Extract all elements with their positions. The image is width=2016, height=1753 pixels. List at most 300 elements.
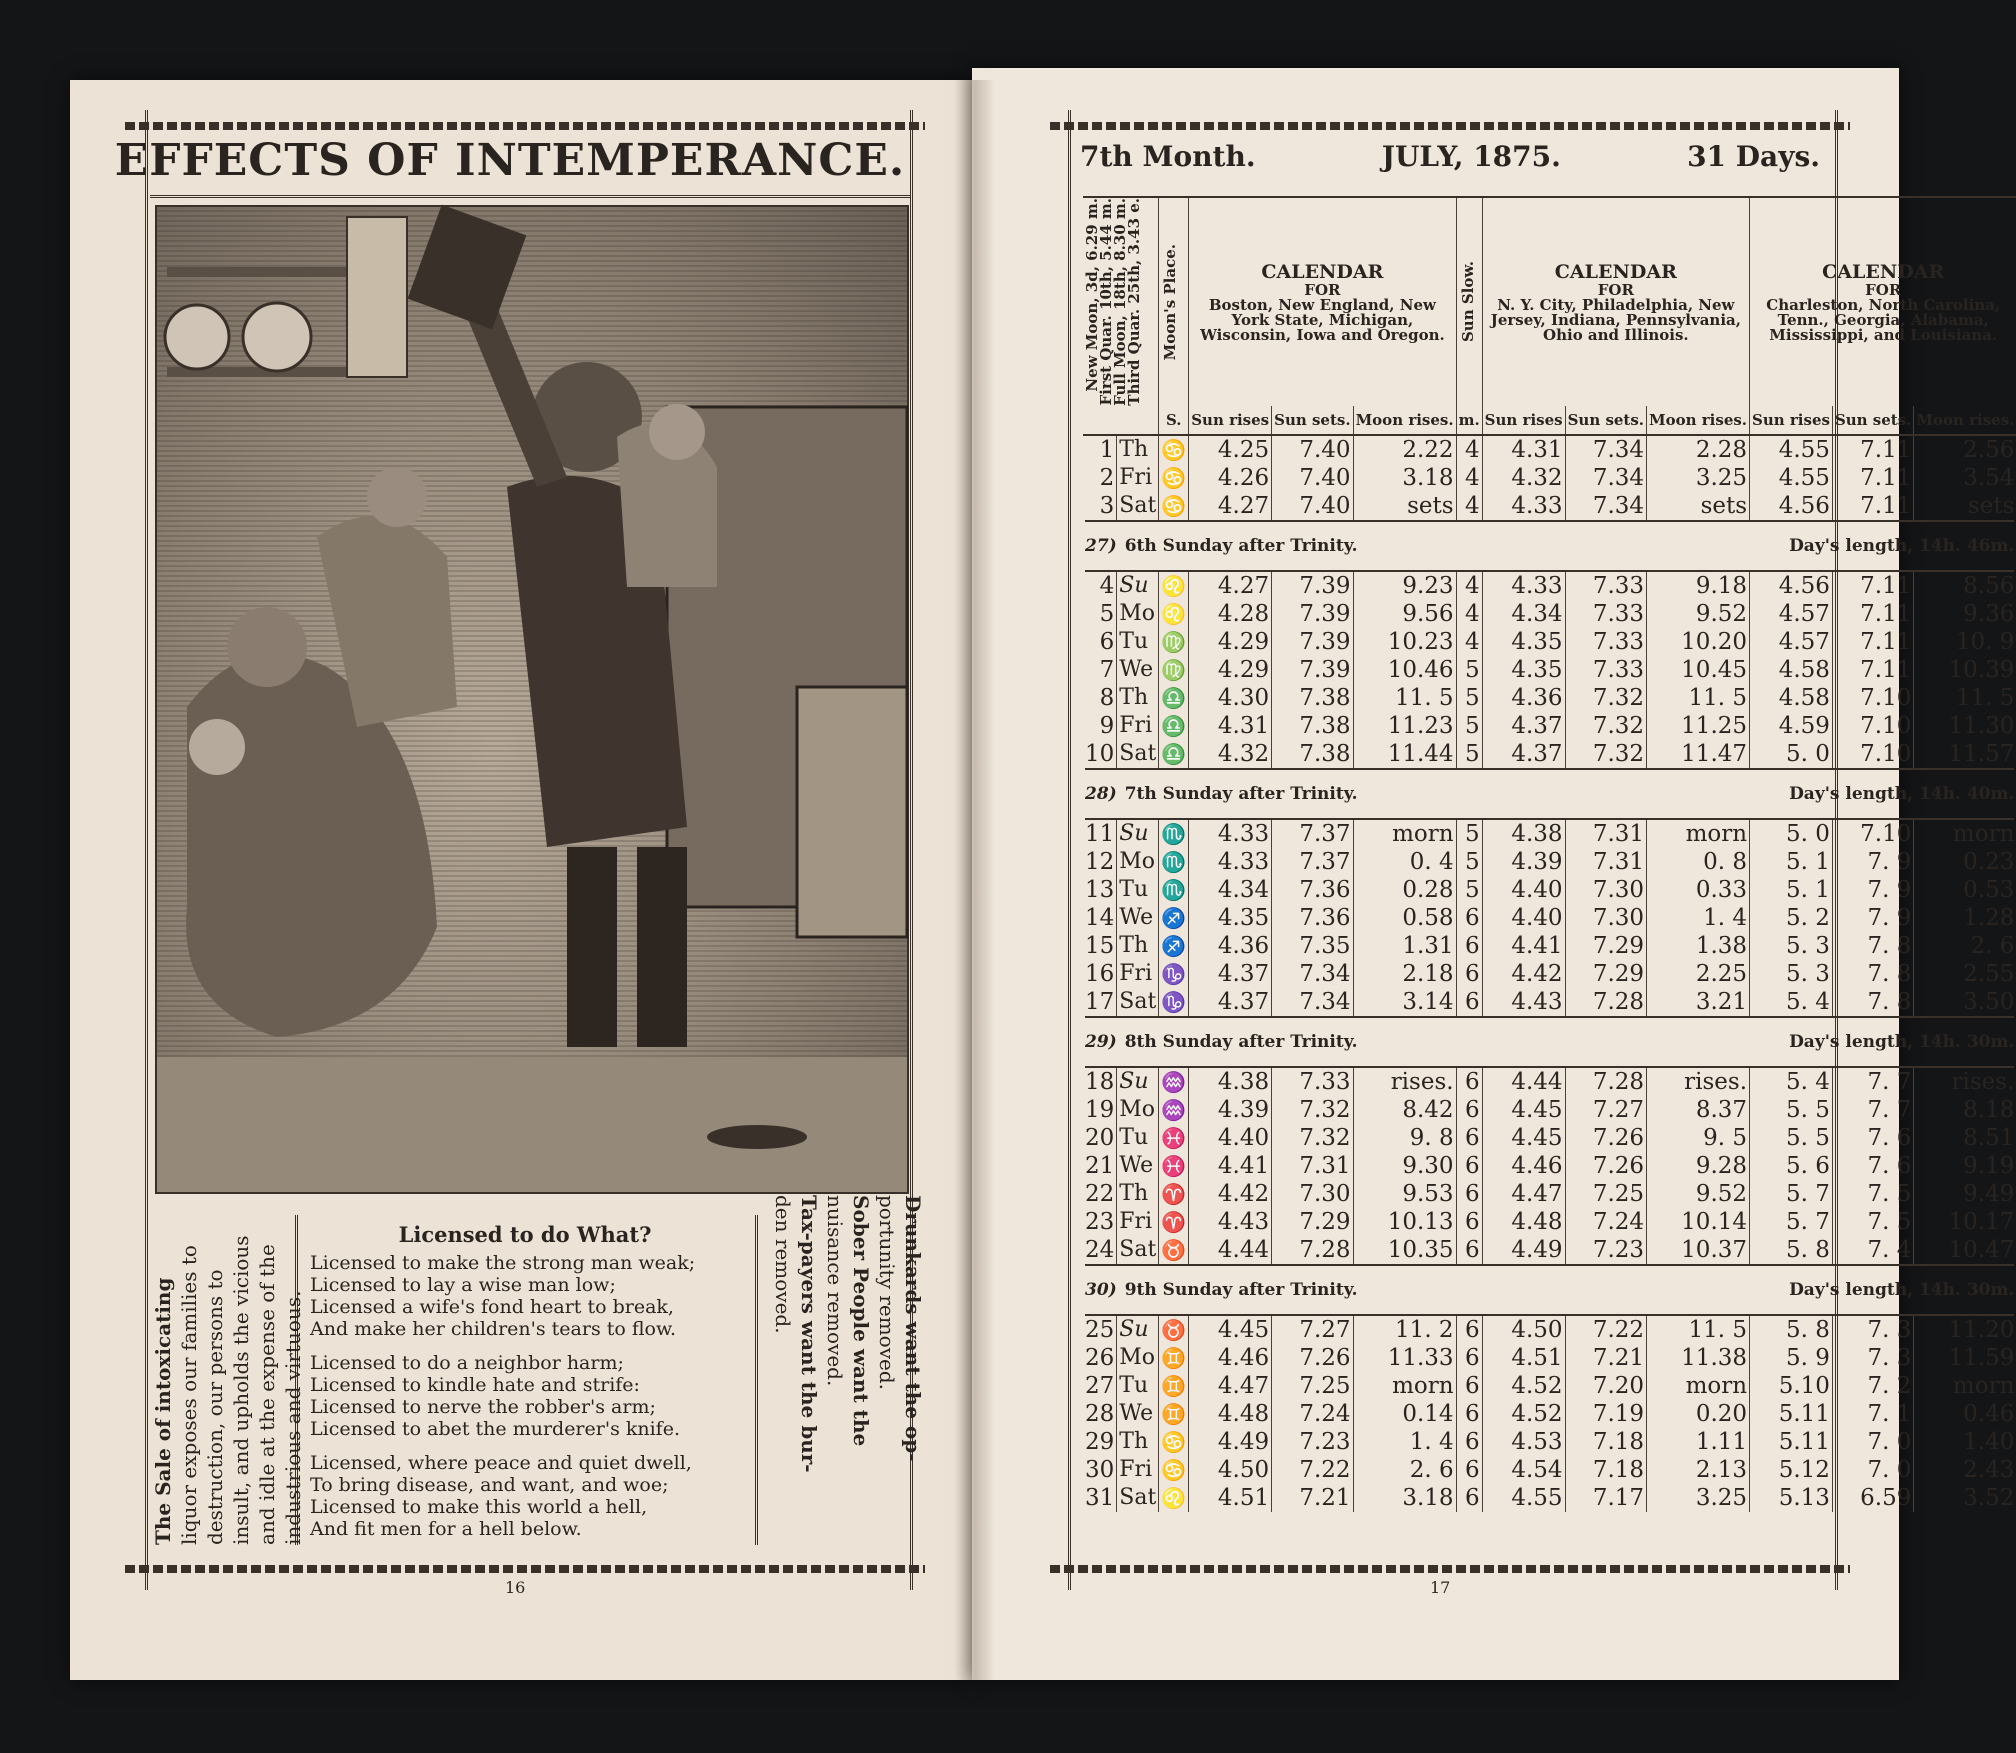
moon-rises: 8.18 (1914, 1096, 2016, 1124)
moon-rises: 1. 4 (1647, 904, 1750, 932)
day-number: 15 (1085, 932, 1115, 959)
day-row (1083, 932, 2016, 960)
poem-stanza (310, 1252, 770, 1340)
day-row (1083, 684, 2016, 712)
day-row (1083, 712, 2016, 740)
sun-sets: 7.32 (1565, 740, 1646, 768)
text-line: Drunkards want the op- (901, 1195, 925, 1462)
zodiac-sign: ♊ (1159, 1372, 1189, 1400)
sun-sets: 7.32 (1272, 1096, 1353, 1124)
days-count: 31 Days. (1687, 140, 1820, 173)
sun-sets: 7.37 (1272, 820, 1353, 848)
zodiac-sign: ♌ (1159, 1484, 1189, 1512)
sun-slow: 5 (1456, 876, 1482, 904)
weekday: Mo (1117, 1096, 1159, 1124)
day-row (1083, 960, 2016, 988)
day-row (1083, 1096, 2016, 1124)
col-sun-sets: Sun sets. (1832, 406, 1913, 435)
day-number: 8 (1099, 684, 1115, 711)
day-number: 2 (1099, 464, 1115, 491)
sun-sets: 7.40 (1272, 492, 1353, 520)
sun-rises: 4.33 (1189, 848, 1272, 876)
text-line: nuisance removed. (823, 1195, 847, 1387)
sun-sets: 7.11 (1832, 628, 1913, 656)
moon-rises: 1. 4 (1353, 1428, 1456, 1456)
sun-slow-header (1456, 197, 1482, 406)
sun-rises: 4.52 (1482, 1400, 1565, 1428)
sun-rises: 4.40 (1189, 1124, 1272, 1152)
sun-rises: 5. 0 (1750, 740, 1833, 768)
sun-sets: 7.40 (1272, 464, 1353, 492)
poem-line: Licensed to make the strong man weak; (310, 1252, 696, 1274)
sun-rises: 5. 8 (1750, 1236, 1833, 1264)
moon-rises: 9.18 (1647, 572, 1750, 600)
zodiac-sign: ♏ (1159, 820, 1189, 848)
week-line (1085, 1016, 2014, 1068)
sun-sets: 7. 9 (1832, 848, 1913, 876)
sun-slow: 6 (1456, 1152, 1482, 1180)
moon-rises: 9.30 (1353, 1152, 1456, 1180)
moon-rises: 9.56 (1353, 600, 1456, 628)
day-row (1083, 1068, 2016, 1096)
sun-rises: 5. 3 (1750, 960, 1833, 988)
sun-rises: 4.43 (1482, 988, 1565, 1016)
weekday: Fri (1117, 1456, 1159, 1484)
sun-rises: 4.33 (1189, 820, 1272, 848)
moon-rises: 9.52 (1647, 600, 1750, 628)
week-separator (1083, 1264, 2016, 1316)
sun-sets: 7.18 (1565, 1456, 1646, 1484)
sun-slow: 6 (1456, 1428, 1482, 1456)
calendar-label: CALENDAR (1822, 260, 1945, 283)
day-number: 20 (1085, 1124, 1115, 1151)
sun-rises: 5. 5 (1750, 1096, 1833, 1124)
sun-rises: 5. 4 (1750, 988, 1833, 1016)
sun-sets: 7.29 (1565, 960, 1646, 988)
col-sun-rises: Sun rises (1482, 406, 1565, 435)
sun-rises: 5. 4 (1750, 1068, 1833, 1096)
weekday: Sat (1117, 988, 1159, 1016)
sun-sets: 7.10 (1832, 740, 1913, 768)
text-line: insult, and upholds the vicious (229, 1235, 253, 1545)
col-sun-rises: Sun rises (1189, 406, 1272, 435)
zodiac-sign: ♐ (1159, 904, 1189, 932)
sun-sets: 7. 1 (1832, 1400, 1913, 1428)
sunday-name: 7th Sunday after Trinity. (1124, 783, 1358, 804)
sun-slow: 6 (1456, 1372, 1482, 1400)
day-row (1083, 1124, 2016, 1152)
moon-rises: 11.38 (1647, 1344, 1750, 1372)
sun-rises: 4.55 (1750, 464, 1833, 492)
zodiac-sign: ♋ (1159, 1456, 1189, 1484)
sun-sets: 7.24 (1565, 1208, 1646, 1236)
day-number: 13 (1085, 876, 1115, 903)
moon-rises: 11.33 (1353, 1344, 1456, 1372)
moon-rises: 10.20 (1647, 628, 1750, 656)
weekday: Su (1117, 1316, 1159, 1344)
moon-rises: 10.47 (1914, 1236, 2016, 1264)
sun-rises: 4.30 (1189, 684, 1272, 712)
month-number: 7th Month. (1080, 140, 1256, 173)
sun-sets: 7.35 (1272, 932, 1353, 960)
calendar-body (1083, 435, 2016, 1512)
moon-rises: 10.37 (1647, 1236, 1750, 1264)
sun-sets: 7. 2 (1832, 1372, 1913, 1400)
day-number: 3 (1099, 492, 1115, 519)
sun-slow: 6 (1456, 1180, 1482, 1208)
text-line: Sober People want the (849, 1195, 873, 1447)
moon-rises: 3.25 (1647, 1484, 1750, 1512)
sun-sets: 7.28 (1565, 988, 1646, 1016)
sun-sets: 7. 0 (1832, 1456, 1913, 1484)
sale-of-liquor-text (150, 1235, 306, 1545)
weekday: Su (1117, 820, 1159, 848)
weekday: We (1117, 656, 1159, 684)
moon-rises: 2.56 (1914, 435, 2016, 464)
sun-sets: 7.40 (1272, 435, 1353, 464)
col-sun-sets: Sun sets. (1565, 406, 1646, 435)
week-separator (1083, 520, 2016, 572)
day-row (1083, 1236, 2016, 1264)
day-row (1083, 904, 2016, 932)
sun-rises: 5.10 (1750, 1372, 1833, 1400)
sun-sets: 7.25 (1565, 1180, 1646, 1208)
sun-rises: 4.51 (1189, 1484, 1272, 1512)
zodiac-sign: ♋ (1159, 492, 1189, 520)
poem-line: Licensed to nerve the robber's arm; (310, 1396, 656, 1418)
sun-sets: 7. 5 (1832, 1180, 1913, 1208)
moon-rises: 0.23 (1914, 848, 2016, 876)
sun-slow: 6 (1456, 904, 1482, 932)
moon-rises: 11. 2 (1353, 1316, 1456, 1344)
zodiac-sign: ♏ (1159, 848, 1189, 876)
sun-rises: 4.33 (1482, 492, 1565, 520)
day-number: 17 (1085, 988, 1115, 1015)
sun-rises: 4.40 (1482, 904, 1565, 932)
day-row (1083, 1456, 2016, 1484)
sun-sets: 7.11 (1832, 492, 1913, 520)
weekday: Fri (1117, 464, 1159, 492)
day-row (1083, 1484, 2016, 1512)
moon-rises: 11.59 (1914, 1344, 2016, 1372)
moon-rises: 2.22 (1353, 435, 1456, 464)
moon-rises: 1.31 (1353, 932, 1456, 960)
weekday: Tu (1117, 1124, 1159, 1152)
weekday: We (1117, 1400, 1159, 1428)
poem-title: Licensed to do What? (398, 1222, 652, 1247)
sun-rises: 4.44 (1482, 1068, 1565, 1096)
sun-sets: 7. 7 (1832, 1068, 1913, 1096)
moon-rises: 9.23 (1353, 572, 1456, 600)
sun-rises: 4.46 (1482, 1152, 1565, 1180)
zodiac-sign: ♋ (1159, 464, 1189, 492)
sun-sets: 7. 7 (1832, 1096, 1913, 1124)
day-length: Day's length, 14h. 30m. (1789, 1031, 2015, 1052)
sun-sets: 7.11 (1832, 464, 1913, 492)
sun-sets: 7.39 (1272, 628, 1353, 656)
sun-sets: 7.29 (1565, 932, 1646, 960)
day-row (1083, 628, 2016, 656)
day-row (1083, 492, 2016, 520)
page-title: EFFECTS OF INTEMPERANCE. (114, 135, 906, 186)
sun-rises: 4.42 (1189, 1180, 1272, 1208)
sun-rises: 4.55 (1482, 1484, 1565, 1512)
moon-rises: 11. 5 (1914, 684, 2016, 712)
zodiac-sign: ♊ (1159, 1400, 1189, 1428)
weekday: We (1117, 1152, 1159, 1180)
day-length: Day's length, 14h. 30m. (1789, 1279, 2015, 1300)
sun-rises: 4.58 (1750, 684, 1833, 712)
sun-rises: 4.45 (1482, 1096, 1565, 1124)
day-row (1083, 848, 2016, 876)
zodiac-sign: ♌ (1159, 572, 1189, 600)
sun-rises: 4.46 (1189, 1344, 1272, 1372)
sun-slow: 6 (1456, 960, 1482, 988)
text-line: The Sale of intoxicating (151, 1277, 175, 1545)
sun-sets: 7.34 (1272, 988, 1353, 1016)
sun-rises: 4.51 (1482, 1344, 1565, 1372)
sun-sets: 7. 8 (1832, 960, 1913, 988)
day-number: 14 (1085, 904, 1115, 931)
sun-sets: 7.24 (1272, 1400, 1353, 1428)
sun-sets: 7.28 (1565, 1068, 1646, 1096)
right-page-left-border (1068, 110, 1071, 1590)
weekday: Th (1117, 684, 1159, 712)
moon-rises: 2.43 (1914, 1456, 2016, 1484)
day-row (1083, 656, 2016, 684)
moon-rises: morn (1647, 1372, 1750, 1400)
day-row (1083, 1372, 2016, 1400)
sun-rises: 5. 7 (1750, 1180, 1833, 1208)
day-row (1083, 1428, 2016, 1456)
sun-sets: 7.26 (1565, 1152, 1646, 1180)
week-line (1085, 520, 2014, 572)
calendar-label: CALENDAR (1554, 260, 1677, 283)
bottom-chain-border-right (1050, 1565, 1850, 1573)
moon-rises: 2.28 (1647, 435, 1750, 464)
day-row (1083, 464, 2016, 492)
poem-line: Licensed to abet the murderer's knife. (310, 1418, 680, 1440)
sun-rises: 4.37 (1482, 740, 1565, 768)
sun-rises: 4.35 (1482, 656, 1565, 684)
zodiac-sign: ♊ (1159, 1344, 1189, 1372)
weekday: Fri (1117, 712, 1159, 740)
moon-rises: morn (1353, 820, 1456, 848)
moon-rises: 0. 8 (1647, 848, 1750, 876)
moon-rises: 11. 5 (1647, 684, 1750, 712)
day-number: 21 (1085, 1152, 1115, 1179)
poem-line: To bring disease, and want, and woe; (310, 1474, 669, 1496)
weekday: Su (1117, 572, 1159, 600)
sun-rises: 4.56 (1750, 572, 1833, 600)
moon-rises: 9.52 (1647, 1180, 1750, 1208)
day-number: 23 (1085, 1208, 1115, 1235)
sun-rises: 5. 2 (1750, 904, 1833, 932)
sun-rises: 4.47 (1482, 1180, 1565, 1208)
sun-sets: 7.36 (1272, 904, 1353, 932)
blank (1083, 406, 1159, 435)
sun-sets: 7.31 (1565, 848, 1646, 876)
text-line: industrious and virtuous. (281, 1290, 305, 1545)
week-number: 27) (1085, 535, 1117, 556)
day-number: 24 (1085, 1236, 1115, 1263)
sun-sets: 7.30 (1565, 904, 1646, 932)
sun-rises: 4.31 (1189, 712, 1272, 740)
sun-rises: 4.40 (1482, 876, 1565, 904)
moon-rises: 10.45 (1647, 656, 1750, 684)
day-number: 10 (1085, 740, 1115, 767)
day-number: 16 (1085, 960, 1115, 987)
moon-rises: 11.47 (1647, 740, 1750, 768)
sun-rises: 4.55 (1750, 435, 1833, 464)
column-subheader (1083, 406, 2016, 435)
day-number: 26 (1085, 1344, 1115, 1371)
day-row (1083, 1180, 2016, 1208)
calendar-places: N. Y. City, Philadelphia, New Jersey, Indiana, Pennsylvania, Ohio and Illinois. (1490, 295, 1741, 344)
moon-rises: 3.25 (1647, 464, 1750, 492)
sun-sets: 7.10 (1832, 820, 1913, 848)
moon-rises: rises. (1353, 1068, 1456, 1096)
zodiac-sign: ♓ (1159, 1124, 1189, 1152)
moon-rises: 9.36 (1914, 600, 2016, 628)
day-number: 31 (1085, 1484, 1115, 1511)
sun-rises: 4.27 (1189, 492, 1272, 520)
weekday: Sat (1117, 1484, 1159, 1512)
sun-slow: 5 (1456, 656, 1482, 684)
poem (310, 1252, 770, 1552)
moon-rises: 11. 5 (1353, 684, 1456, 712)
sun-rises: 4.35 (1482, 628, 1565, 656)
sun-slow: 6 (1456, 1400, 1482, 1428)
moon-rises: sets (1647, 492, 1750, 520)
sun-sets: 7.23 (1272, 1428, 1353, 1456)
sun-rises: 4.32 (1482, 464, 1565, 492)
moon-rises: 1.38 (1647, 932, 1750, 960)
day-number: 29 (1085, 1428, 1115, 1455)
moon-phases (1083, 197, 1159, 406)
day-row (1083, 1316, 2016, 1344)
day-number: 9 (1099, 712, 1115, 739)
sun-rises: 4.50 (1189, 1456, 1272, 1484)
week-label (1085, 536, 1358, 556)
moon-rises: 11.20 (1914, 1316, 2016, 1344)
text-line: Tax-payers want the bur- (797, 1195, 821, 1473)
sun-slow: 5 (1456, 848, 1482, 876)
sun-rises: 4.53 (1482, 1428, 1565, 1456)
moon-rises: 11.23 (1353, 712, 1456, 740)
moon-rises: 11.57 (1914, 740, 2016, 768)
text-line: portunity removed. (875, 1195, 899, 1390)
week-number: 29) (1085, 1031, 1117, 1052)
sun-rises: 4.41 (1482, 932, 1565, 960)
moon-rises: 1.40 (1914, 1428, 2016, 1456)
sun-sets: 7.22 (1272, 1456, 1353, 1484)
moon-rises: 9.49 (1914, 1180, 2016, 1208)
moon-rises: 9.19 (1914, 1152, 2016, 1180)
moon-rises: 0.14 (1353, 1400, 1456, 1428)
zodiac-sign: ♉ (1159, 1316, 1189, 1344)
sun-sets: 6.59 (1832, 1484, 1913, 1512)
sun-rises: 5. 9 (1750, 1344, 1833, 1372)
zodiac-sign: ♉ (1159, 1236, 1189, 1264)
sun-sets: 7.20 (1565, 1372, 1646, 1400)
moon-rises: 0.20 (1647, 1400, 1750, 1428)
moon-rises: 3.18 (1353, 1484, 1456, 1512)
sun-slow: 6 (1456, 1456, 1482, 1484)
poem-line: Licensed to make this world a hell, (310, 1496, 648, 1518)
sun-sets: 7. 5 (1832, 1208, 1913, 1236)
moon-rises: 10. 9 (1914, 628, 2016, 656)
moon-phase: First Quar. 10th, 5.44 m. (1097, 198, 1115, 406)
day-row (1083, 1344, 2016, 1372)
sun-sets: 7. 8 (1832, 932, 1913, 960)
moon-rises: 3.21 (1647, 988, 1750, 1016)
week-number: 30) (1085, 1279, 1117, 1300)
moon-rises: 11.44 (1353, 740, 1456, 768)
zodiac-sign: ♐ (1159, 932, 1189, 960)
sun-slow: 4 (1456, 572, 1482, 600)
weekday: We (1117, 904, 1159, 932)
moon-rises: 2.18 (1353, 960, 1456, 988)
sun-rises: 4.37 (1189, 988, 1272, 1016)
poem-line: Licensed a wife's fond heart to break, (310, 1296, 674, 1318)
day-row (1083, 820, 2016, 848)
sun-rises: 4.49 (1189, 1428, 1272, 1456)
sun-rises: 4.50 (1482, 1316, 1565, 1344)
sun-sets: 7. 0 (1832, 1428, 1913, 1456)
moon-rises: 3.54 (1914, 464, 2016, 492)
sun-sets: 7.39 (1272, 656, 1353, 684)
col-moon-rises: Moon rises. (1353, 406, 1456, 435)
sun-rises: 4.42 (1482, 960, 1565, 988)
moon-rises: 10.13 (1353, 1208, 1456, 1236)
sun-slow: 4 (1456, 492, 1482, 520)
sun-rises: 4.41 (1189, 1152, 1272, 1180)
poem-line: Licensed to lay a wise man low; (310, 1274, 616, 1296)
sun-sets: 7.23 (1565, 1236, 1646, 1264)
sun-rises: 4.34 (1189, 876, 1272, 904)
sun-sets: 7.33 (1565, 600, 1646, 628)
weekday: Th (1117, 1428, 1159, 1456)
sun-rises: 4.56 (1750, 492, 1833, 520)
zodiac-sign: ♏ (1159, 876, 1189, 904)
moon-phase: New Moon, 3d, 6.29 m. (1083, 198, 1101, 392)
sun-rises: 4.58 (1750, 656, 1833, 684)
sun-rises: 5. 3 (1750, 932, 1833, 960)
drunkards-text (770, 1195, 926, 1473)
sun-sets: 7. 8 (1832, 988, 1913, 1016)
s-label: S. (1159, 406, 1189, 435)
sun-sets: 7.39 (1272, 600, 1353, 628)
moon-rises: 2.55 (1914, 960, 2016, 988)
moon-phase: Third Quar. 25th, 3.43 e. (1125, 198, 1143, 406)
weekday: Sat (1117, 740, 1159, 768)
zodiac-sign: ♋ (1159, 1428, 1189, 1456)
sun-sets: 7.33 (1565, 628, 1646, 656)
text-line: den removed. (771, 1195, 795, 1334)
sun-sets: 7.26 (1565, 1124, 1646, 1152)
day-number: 5 (1099, 600, 1115, 627)
sun-sets: 7. 6 (1832, 1152, 1913, 1180)
sun-slow: 5 (1456, 740, 1482, 768)
moon-rises: 8.37 (1647, 1096, 1750, 1124)
zodiac-sign: ♌ (1159, 600, 1189, 628)
bottom-chain-border (125, 1565, 925, 1573)
zodiac-sign: ♒ (1159, 1068, 1189, 1096)
moon-rises: morn (1914, 1372, 2016, 1400)
sun-slow: 6 (1456, 1484, 1482, 1512)
zodiac-sign: ♑ (1159, 960, 1189, 988)
